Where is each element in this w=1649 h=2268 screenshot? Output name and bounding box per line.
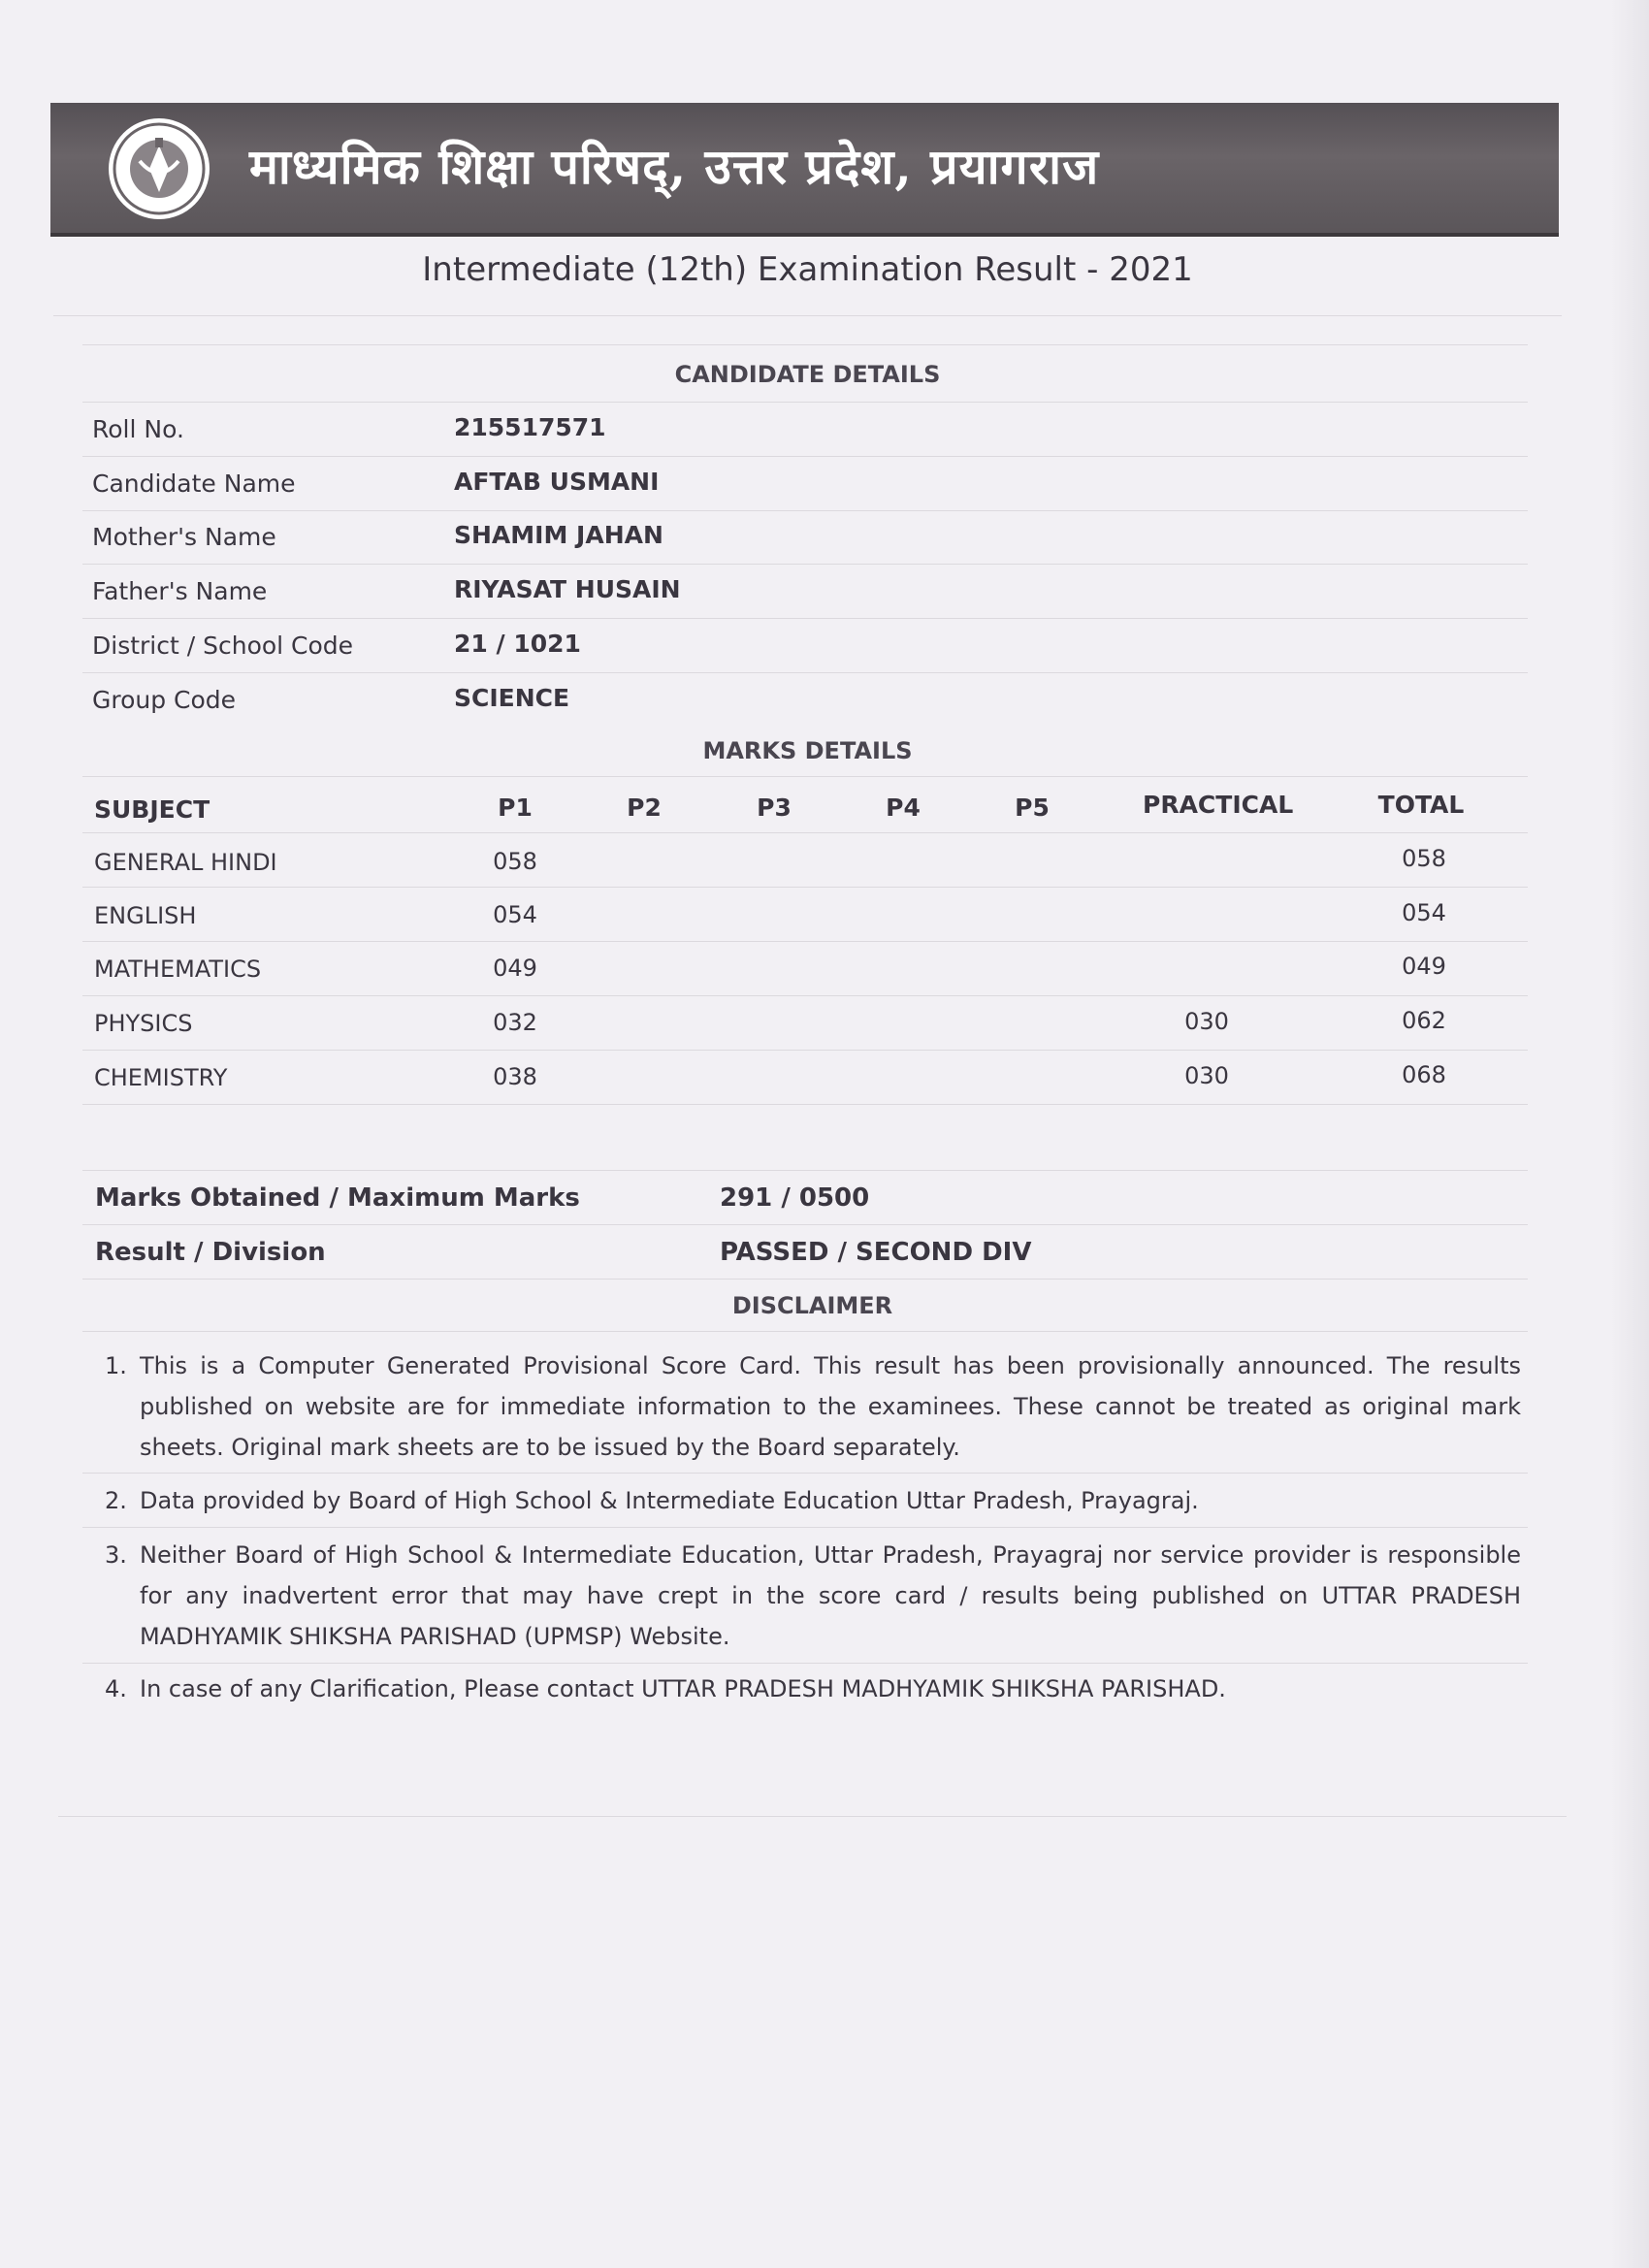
total-mark: 049 (1402, 953, 1446, 980)
total-mark: 062 (1402, 1007, 1446, 1034)
disclaimer-text: In case of any Clarification, Please contact UTTAR PRADESH MADHYAMIK SHIKSHA PARISHAD. (140, 1675, 1226, 1702)
district-school-code-value: 21 / 1021 (454, 630, 581, 658)
col-total: TOTAL (1377, 791, 1465, 819)
disclaimer-number: 1. (105, 1352, 127, 1379)
disclaimer-item (105, 1669, 1521, 1709)
divider (82, 1224, 1528, 1225)
divider (53, 315, 1562, 316)
divider (82, 510, 1528, 511)
divider (82, 1473, 1528, 1474)
disclaimer-number: 4. (105, 1675, 127, 1702)
divider (82, 344, 1528, 345)
roll-no-label: Roll No. (92, 415, 184, 443)
col-subject: SUBJECT (94, 795, 210, 824)
mother-name-value: SHAMIM JAHAN (454, 521, 663, 549)
scan-edge-shadow (1610, 0, 1649, 2268)
exam-title: Intermediate (12th) Examination Result - 2021 (422, 250, 1193, 289)
group-code-label: Group Code (92, 686, 237, 714)
disclaimer-item (105, 1535, 1521, 1657)
disclaimer-number: 3. (105, 1541, 127, 1569)
disclaimer-item (105, 1345, 1521, 1468)
candidate-details-heading: CANDIDATE DETAILS (674, 361, 941, 388)
divider (82, 995, 1528, 996)
marks-obtained-label: Marks Obtained / Maximum Marks (95, 1183, 580, 1213)
marks-details-heading: MARKS DETAILS (702, 737, 913, 764)
total-mark: 054 (1402, 899, 1446, 926)
col-p1: P1 (498, 794, 533, 822)
col-p4: P4 (886, 794, 921, 822)
disclaimer-heading: DISCLAIMER (731, 1292, 893, 1319)
p1-mark: 049 (493, 955, 537, 982)
divider (82, 672, 1528, 673)
subject-name: CHEMISTRY (94, 1064, 228, 1091)
mother-name-label: Mother's Name (92, 523, 276, 551)
subject-name: GENERAL HINDI (94, 849, 277, 876)
header-underline (50, 233, 1559, 237)
total-mark: 068 (1402, 1061, 1446, 1088)
col-p5: P5 (1015, 794, 1050, 822)
district-school-code-label: District / School Code (92, 632, 354, 660)
p1-mark: 058 (493, 848, 537, 875)
header-bar (50, 103, 1559, 237)
subject-name: MATHEMATICS (94, 956, 262, 983)
divider (82, 832, 1528, 833)
p1-mark: 038 (493, 1063, 537, 1090)
father-name-label: Father's Name (92, 577, 268, 605)
practical-mark: 030 (1184, 1008, 1229, 1035)
disclaimer-item (105, 1480, 1521, 1521)
disclaimer-text: This is a Computer Generated Provisional Score Card. This result has been provisionally announced. The results published on website are for immediate information to the examinees. These cannot be treated as original mark sheets. Original mark sheets are to be issued by the Board separately. (140, 1352, 1521, 1461)
marks-obtained-value: 291 / 0500 (720, 1183, 870, 1213)
divider (82, 1331, 1528, 1332)
divider (82, 1279, 1528, 1280)
upmsp-seal-icon (107, 116, 211, 221)
p1-mark: 032 (493, 1009, 537, 1036)
divider (82, 402, 1528, 403)
divider (82, 1663, 1528, 1664)
divider (82, 618, 1528, 619)
group-code-value: SCIENCE (454, 684, 570, 712)
col-p2: P2 (627, 794, 662, 822)
subject-name: ENGLISH (94, 902, 197, 929)
candidate-name-label: Candidate Name (92, 470, 296, 498)
father-name-value: RIYASAT HUSAIN (454, 575, 681, 603)
divider (82, 564, 1528, 565)
disclaimer-number: 2. (105, 1487, 127, 1514)
col-practical: PRACTICAL (1143, 791, 1294, 819)
divider (82, 887, 1528, 888)
candidate-name-value: AFTAB USMANI (454, 468, 660, 496)
divider (82, 1170, 1528, 1171)
total-mark: 058 (1402, 845, 1446, 872)
result-division-label: Result / Division (95, 1238, 326, 1267)
col-p3: P3 (757, 794, 792, 822)
practical-mark: 030 (1184, 1062, 1229, 1089)
divider (82, 1527, 1528, 1528)
disclaimer-text: Neither Board of High School & Intermediate Education, Uttar Pradesh, Prayagraj nor service provider is responsible for any inadvertent error that may have crept in the score card / results being published on UTTAR PRADESH MADHYAMIK SHIKSHA PARISHAD (UPMSP) Website. (140, 1541, 1521, 1650)
divider (58, 1816, 1567, 1817)
divider (82, 1104, 1528, 1105)
p1-mark: 054 (493, 901, 537, 928)
result-division-value: PASSED / SECOND DIV (720, 1238, 1032, 1267)
disclaimer-text: Data provided by Board of High School & Intermediate Education Uttar Pradesh, Prayagraj. (140, 1487, 1199, 1514)
subject-name: PHYSICS (94, 1010, 193, 1037)
divider (82, 456, 1528, 457)
roll-no-value: 215517571 (454, 413, 606, 441)
divider (82, 1050, 1528, 1051)
divider (82, 941, 1528, 942)
divider (82, 776, 1528, 777)
board-title: माध्यमिक शिक्षा परिषद्, उत्तर प्रदेश, प्रयागराज (249, 138, 1100, 195)
